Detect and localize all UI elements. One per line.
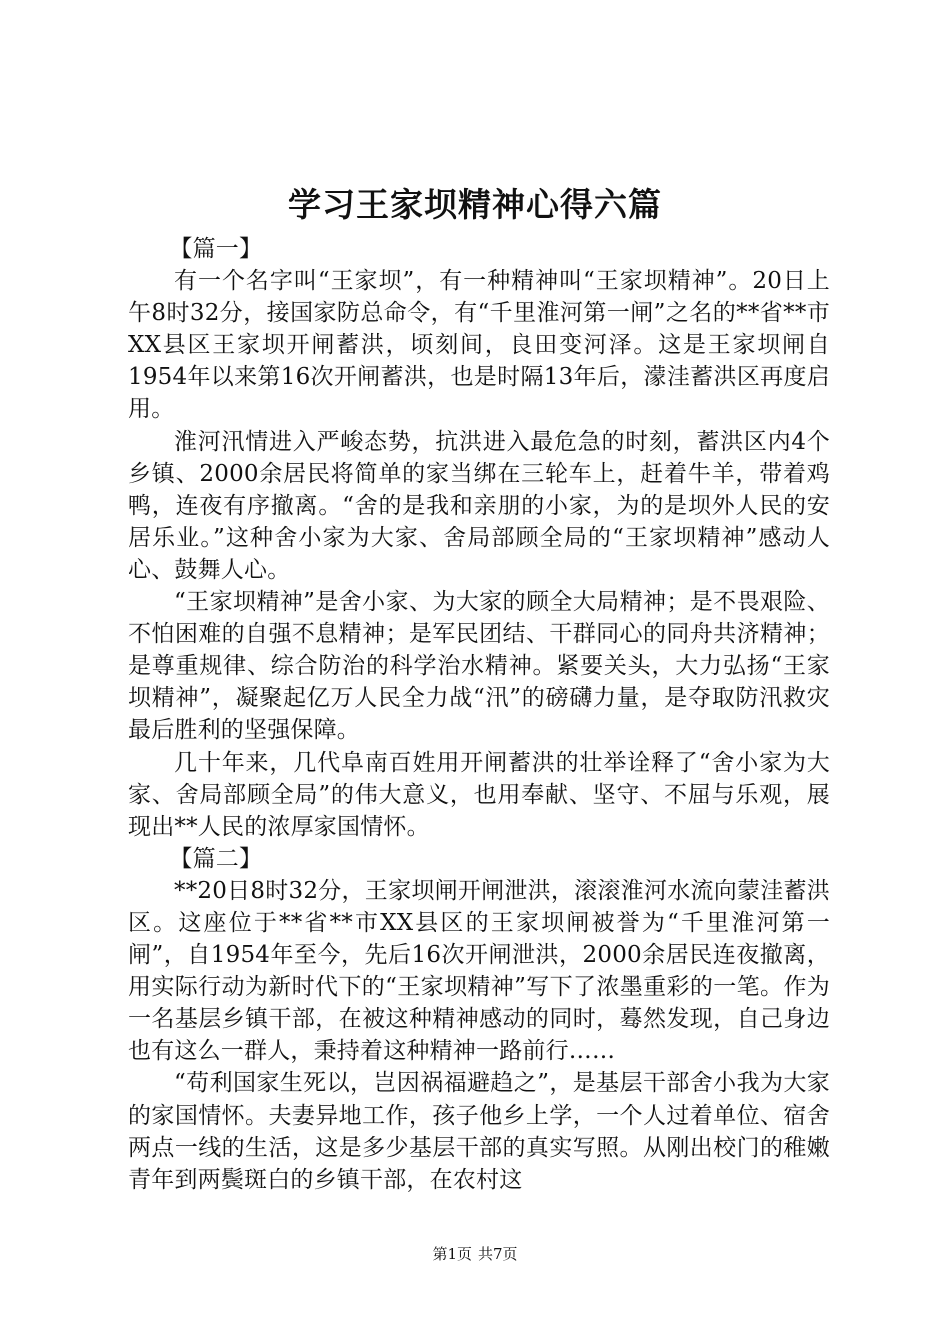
paragraph: 几十年来，几代阜南百姓用开闸蓄洪的壮举诠释了“舍小家为大家、舍局部顾全局”的伟大意义，也用奉献、坚守、不屈与乐观，展现出**人民的浓厚家国情怀。 bbox=[128, 749, 830, 840]
document-body bbox=[128, 233, 830, 1196]
page-total: 共7页 bbox=[478, 1245, 518, 1263]
paragraph: “苟利国家生死以，岂因祸福避趋之”，是基层干部舍小我为大家的家国情怀。夫妻异地工作，孩子他乡上学，一个人过着单位、宿舍两点一线的生活，这是多少基层干部的真实写照。从刚出校门的稚嫩青年到两鬓斑白的乡镇干部，在农村这 bbox=[128, 1070, 830, 1193]
paragraph: **20日8时32分，王家坝闸开闸泄洪，滚滚淮河水流向蒙洼蓄洪区。这座位于**省**市XX县区的王家坝闸被誉为“千里淮河第一闸”，自1954年至今，先后16次开闸泄洪，2000余居民连夜撤离，用实际行动为新时代下的“王家坝精神”写下了浓墨重彩的一笔。作为一名基层乡镇干部，在被这种精神感动的同时，蓦然发现，自己身边也有这么一群人，秉持着这种精神一路前行…… bbox=[128, 877, 830, 1065]
paragraph: 有一个名字叫“王家坝”，有一种精神叫“王家坝精神”。20日上午8时32分，接国家防总命令，有“千里淮河第一闸”之名的**省**市XX县区王家坝开闸蓄洪，顷刻间，良田变河泽。这是王家坝闸自1954年以来第16次开闸蓄洪，也是时隔13年后，濛洼蓄洪区再度启用。 bbox=[128, 268, 830, 423]
section-heading-1: 【篇一】 bbox=[169, 236, 263, 262]
document-title: 学习王家坝精神心得六篇 bbox=[288, 185, 662, 224]
section-heading-2: 【篇二】 bbox=[169, 845, 263, 872]
page-number: 第1页 bbox=[432, 1245, 472, 1263]
paragraph: 淮河汛情进入严峻态势，抗洪进入最危急的时刻，蓄洪区内4个乡镇、2000余居民将简单的家当绑在三轮车上，赶着牛羊，带着鸡鸭，连夜有序撤离。“舍的是我和亲朋的小家，为的是坝外人民的安居乐业。”这种舍小家为大家、舍局部顾全局的“王家坝精神”感动人心、鼓舞人心。 bbox=[128, 428, 830, 583]
paragraph: “王家坝精神”是舍小家、为大家的顾全大局精神；是不畏艰险、不怕困难的自强不息精神；是军民团结、干群同心的同舟共济精神；是尊重规律、综合防治的科学治水精神。紧要关头，大力弘扬“王家坝精神”，凝聚起亿万人民全力战“汛”的磅礴力量，是夺取防汛救灾最后胜利的坚强保障。 bbox=[128, 589, 830, 744]
page-footer bbox=[0, 1244, 950, 1264]
